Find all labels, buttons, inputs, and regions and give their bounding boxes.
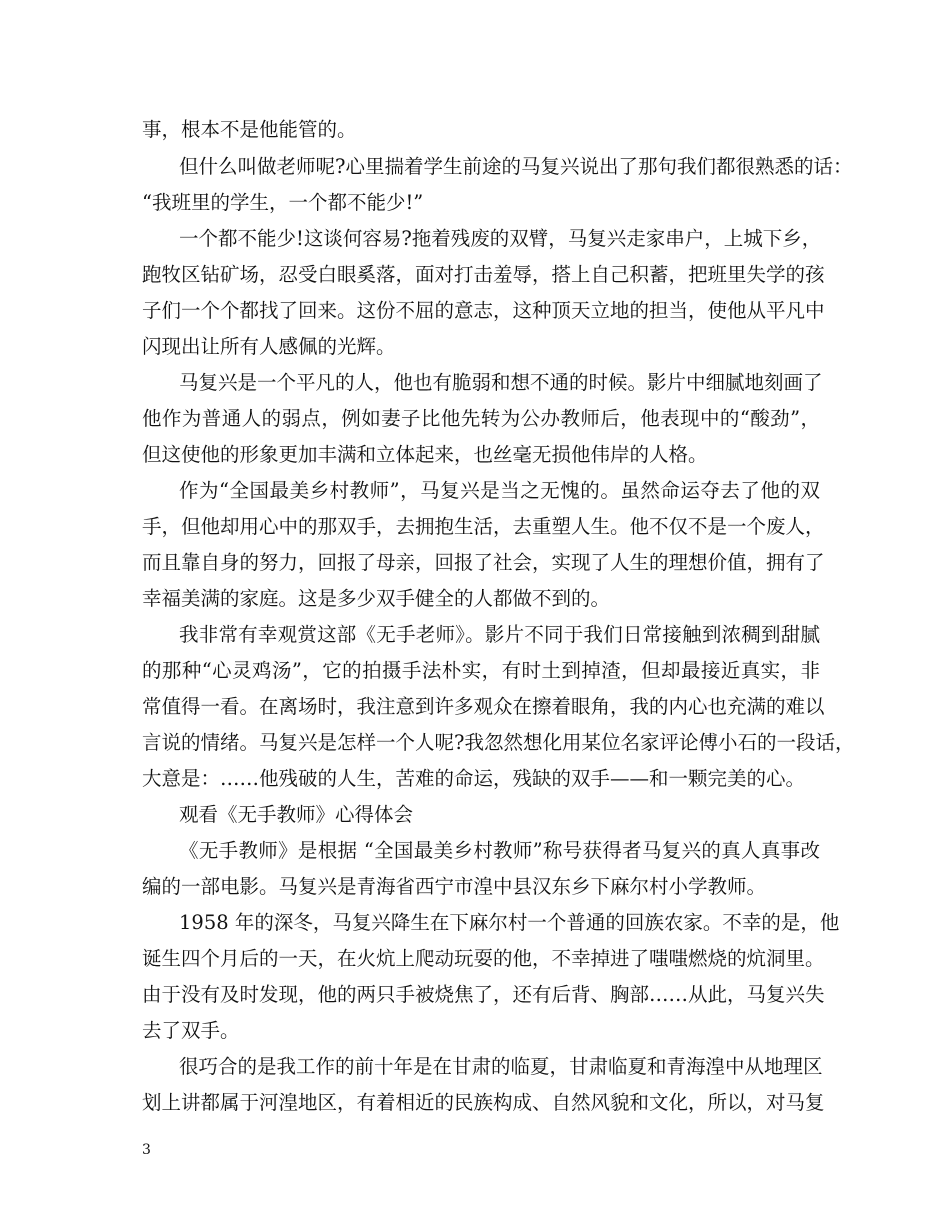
text-line: 诞生四个月后的一天，在火炕上爬动玩耍的他，不幸掉进了嗤嗤燃烧的炕洞里。 (142, 947, 825, 970)
text-line: 很巧合的是我工作的前十年是在甘肃的临夏，甘肃临夏和青海湟中从地理区 (179, 1055, 823, 1078)
text-line: 划上讲都属于河湟地区，有着相近的民族构成、自然风貌和文化，所以，对马复 (142, 1091, 825, 1114)
text-line: “我班里的学生，一个都不能少!” (142, 191, 424, 214)
text-line: 《无手教师》是根据 “全国最美乡村教师”称号获得者马复兴的真人真事改 (179, 839, 820, 862)
text-line: 我非常有幸观赏这部《无手老师》。影片不同于我们日常接触到浓稠到甜腻 (179, 623, 820, 646)
text-line: 跑牧区钻矿场，忍受白眼奚落，面对打击羞辱，搭上自己积蓄，把班里失学的孩 (142, 263, 825, 286)
text-line: 去了双手。 (142, 1019, 240, 1042)
text-line: 编的一部电影。马复兴是青海省西宁市湟中县汉东乡下麻尔村小学教师。 (142, 875, 767, 898)
text-line: 子们一个个都找了回来。这份不屈的意志，这种顶天立地的担当，使他从平凡中 (142, 299, 825, 322)
text-line: 1958 年的深冬，马复兴降生在下麻尔村一个普通的回族农家。不幸的是，他 (179, 911, 840, 934)
text-line: 言说的情绪。马复兴是怎样一个人呢?我忽然想化用某位名家评论傅小石的一段话， (142, 731, 855, 754)
text-line: 手，但他却用心中的那双手，去拥抱生活，去重塑人生。他不仅不是一个废人， (142, 515, 825, 538)
text-line: 一个都不能少!这谈何容易?拖着残废的双臂，马复兴走家串户，上城下乡， (179, 227, 822, 250)
page-number: 3 (142, 1142, 151, 1158)
text-line: 而且靠自身的努力，回报了母亲，回报了社会，实现了人生的理想价值，拥有了 (142, 551, 825, 574)
text-line: 马复兴是一个平凡的人，他也有脆弱和想不通的时候。影片中细腻地刻画了 (179, 371, 823, 394)
text-line: 由于没有及时发现，他的两只手被烧焦了，还有后背、胸部……从此，马复兴失 (142, 983, 825, 1006)
text-line: 事，根本不是他能管的。 (142, 118, 357, 141)
section-heading: 观看《无手教师》心得体会 (179, 803, 414, 826)
text-line: 大意是：……他残破的人生，苦难的命运，残缺的双手——和一颗完美的心。 (142, 767, 806, 790)
text-line: 幸福美满的家庭。这是多少双手健全的人都做不到的。 (142, 587, 611, 610)
text-line: 闪现出让所有人感佩的光辉。 (142, 335, 396, 358)
text-line: 常值得一看。在离场时，我注意到许多观众在擦着眼角，我的内心也充满的难以 (142, 695, 825, 718)
text-line: 的那种“心灵鸡汤”，它的拍摄手法朴实，有时土到掉渣，但却最接近真实，非 (142, 659, 820, 682)
text-line: 他作为普通人的弱点，例如妻子比他先转为公办教师后，他表现中的“酸劲”， (142, 407, 820, 430)
text-line: 但什么叫做老师呢?心里揣着学生前途的马复兴说出了那句我们都很熟悉的话： (179, 155, 853, 178)
text-line: 作为“全国最美乡村教师”，马复兴是当之无愧的。虽然命运夺去了他的双 (179, 479, 820, 502)
text-line: 但这使他的形象更加丰满和立体起来，也丝毫无损他伟岸的人格。 (142, 443, 708, 466)
